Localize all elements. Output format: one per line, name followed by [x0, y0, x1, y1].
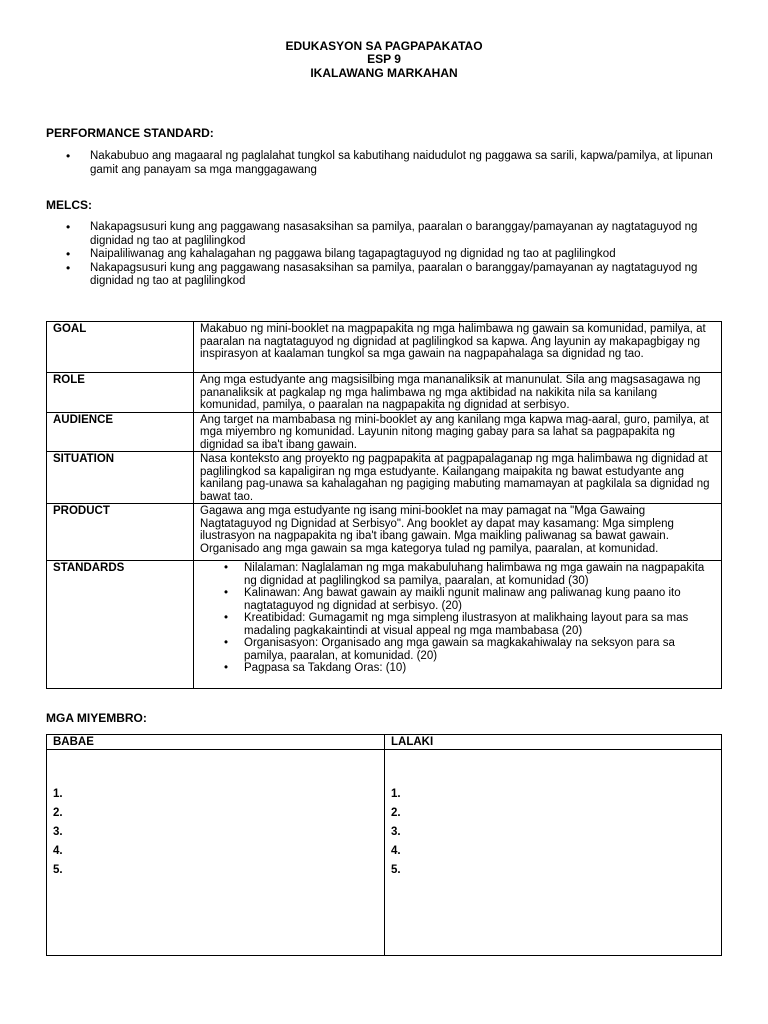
situation-label: SITUATION — [47, 452, 194, 504]
standard-item: • Kalinawan: Ang bawat gawain ay maikli ngunit malinaw ang paliwanag kung paano ito nagtataguyod ng dignidad at serbisyo. (20) — [200, 587, 715, 612]
melcs-heading: MELCS: — [46, 198, 92, 212]
male-member-slot: 2. — [391, 807, 401, 819]
standard-item: • Nilalaman: Naglalaman ng mga makabuluhang halimbawa ng mga gawain na nagpapakita ng dignidad at paglilingkod sa pamilya, paaralan, at komunidad (30) — [200, 562, 715, 587]
female-column-header: BABAE — [47, 735, 385, 750]
standards-list — [200, 562, 715, 675]
male-members-cell — [385, 750, 722, 956]
situation-text: Nasa konteksto ang proyekto ng pagpapakita at pagpapalaganap ng mga halimbawa ng dignidad at paglilingkod sa kapaligiran ng mga estudyante. Kailangang maipakita ng bawat estudyante ang kanilang pag-unawa sa kahalagahan ng pagiging mabuting mamamayan at pagkilala sa dignidad ng bawat tao. — [194, 452, 722, 504]
performance-standard-list — [46, 150, 726, 177]
performance-standard-item: • Nakabubuo ang magaaral ng paglalahat tungkol sa kabutihang naidudulot ng paggawa sa sarili, kapwa/pamilya, at lipunan gamit ang panayam sa mga manggagawang — [46, 150, 726, 177]
female-members-list — [53, 751, 378, 880]
female-member-slot: 2. — [53, 807, 63, 819]
quarter-title: IKALAWANG MARKAHAN — [310, 66, 458, 80]
melcs-list — [46, 221, 726, 289]
female-member-slot: 3. — [53, 826, 63, 838]
grade-level: ESP 9 — [367, 52, 401, 66]
male-member-slot: 5. — [391, 864, 401, 876]
audience-row — [47, 412, 722, 452]
situation-row — [47, 452, 722, 504]
product-text: Gagawa ang mga estudyante ng isang mini-booklet na may pamagat na "Mga Gawaing Nagtataguyod ng Dignidad at Serbisyo". Ang booklet ay dapat may kasamang: Mga simpleng ilustrasyon na nagpapakita ng iba't ibang gawain. Mga maikling paliwanag sa bawat gawain. Organisado ang mga gawain sa mga kategorya tulad ng pamilya, paaralan, at komunidad. — [194, 504, 722, 561]
melc-item: • Naipaliliwanag ang kahalagahan ng paggawa bilang tagapagtaguyod ng dignidad ng tao at paglilingkod — [46, 248, 726, 262]
standard-item: • Kreatibidad: Gumagamit ng mga simpleng ilustrasyon at malikhaing layout para sa mas madaling pagkakaintindi at visual appeal ng mga mambabasa (20) — [200, 612, 715, 637]
role-row — [47, 373, 722, 413]
standard-item: • Pagpasa sa Takdang Oras: (10) — [200, 662, 715, 675]
audience-label: AUDIENCE — [47, 412, 194, 452]
melc-item: • Nakapagsusuri kung ang paggawang nasasaksihan sa pamilya, paaralan o baranggay/pamayanan ay nagtataguyod ng dignidad ng tao at paglilingkod — [46, 262, 726, 289]
members-body-row — [47, 750, 722, 956]
male-member-slot: 3. — [391, 826, 401, 838]
female-member-slot: 4. — [53, 845, 63, 857]
audience-text: Ang target na mambabasa ng mini-booklet ay ang kanilang mga kapwa mag-aaral, guro, pamilya, at mga miyembro ng komunidad. Layunin nitong maging gabay para sa lahat sa pagpapakita ng dignidad sa iba't ibang gawain. — [194, 412, 722, 452]
melc-item: • Nakapagsusuri kung ang paggawang nasasaksihan sa pamilya, paaralan o baranggay/pamayanan ay nagtataguyod ng dignidad ng tao at paglilingkod — [46, 221, 726, 248]
standards-cell — [194, 561, 722, 689]
subject-title: EDUKASYON SA PAGPAPAKATAO — [285, 39, 483, 53]
male-members-list — [391, 751, 715, 880]
male-member-slot: 4. — [391, 845, 401, 857]
members-table — [46, 734, 722, 956]
performance-standard-heading: PERFORMANCE STANDARD: — [46, 126, 214, 140]
standards-row — [47, 561, 722, 689]
female-member-slot: 5. — [53, 864, 63, 876]
product-label: PRODUCT — [47, 504, 194, 561]
grasps-table — [46, 321, 722, 689]
goal-text: Makabuo ng mini-booklet na magpapakita ng mga halimbawa ng gawain sa komunidad, pamilya, at paaralan na nagtataguyod ng dignidad at paglilingkod sa kapwa. Ang layunin ay makapagbigay ng inspirasyon at kaalaman tungkol sa mga gawain na nagpapahalaga sa dignidad ng tao. — [194, 322, 722, 373]
members-header-row — [47, 735, 722, 750]
role-label: ROLE — [47, 373, 194, 413]
female-member-slot: 1. — [53, 788, 63, 800]
goal-row — [47, 322, 722, 373]
standard-item: • Organisasyon: Organisado ang mga gawain sa magkakahiwalay na seksyon para sa pamilya, paaralan, at komunidad. (20) — [200, 637, 715, 662]
male-member-slot: 1. — [391, 788, 401, 800]
goal-label: GOAL — [47, 322, 194, 373]
male-column-header: LALAKI — [385, 735, 722, 750]
members-heading: MGA MIYEMBRO: — [46, 711, 147, 725]
product-row — [47, 504, 722, 561]
standards-label: STANDARDS — [47, 561, 194, 689]
female-members-cell — [47, 750, 385, 956]
role-text: Ang mga estudyante ang magsisilbing mga mananaliksik at manunulat. Sila ang magsasagawa ng pananaliksik at pagkalap ng mga halimbawa ng mga aktibidad na nakikita nila sa kanilang komunidad, pamilya, o paaralan na nagpapakita ng dignidad at serbisyo. — [194, 373, 722, 413]
